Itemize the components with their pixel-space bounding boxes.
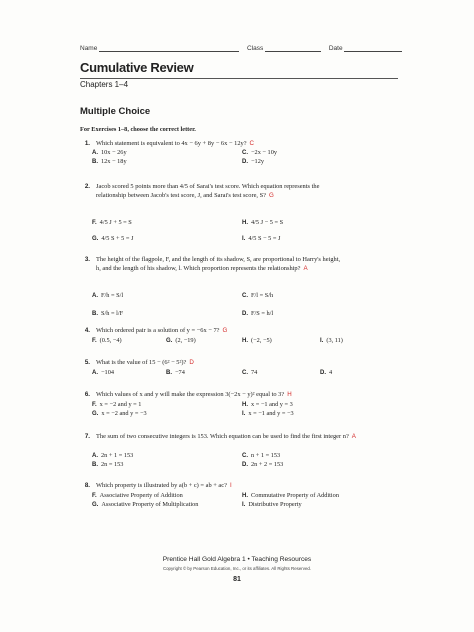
- option: [92, 310, 123, 319]
- question-text: Which statement is equivalent to 4x − 6y + 8y − 6x − 12y? C: [96, 140, 255, 147]
- option-text: 4: [329, 369, 333, 376]
- option-letter: D.: [242, 462, 248, 468]
- option-text: (2, −19): [175, 337, 196, 344]
- option-text: −2x − 10y: [251, 149, 277, 156]
- option-text: Commutative Property of Addition: [251, 492, 339, 499]
- answer-key: I: [229, 482, 232, 489]
- option-text: x = −2 and y = −3: [101, 410, 147, 417]
- option: [92, 235, 133, 244]
- question-text: Which ordered pair is a solution of y = −6x − 7? G: [96, 327, 228, 334]
- question-text: What is the value of 15 − (6² − 5²)? D: [96, 359, 194, 366]
- option-letter: G.: [92, 236, 99, 242]
- page-title: Cumulative Review: [80, 60, 194, 75]
- option-letter: G.: [92, 502, 99, 508]
- option-letter: I.: [242, 236, 246, 242]
- answer-key: A: [303, 264, 308, 272]
- option-letter: D.: [242, 159, 248, 165]
- answer-key: H: [287, 391, 292, 398]
- header-fields: [80, 44, 402, 52]
- option-letter: C.: [242, 453, 248, 459]
- option-letter: D.: [242, 311, 248, 317]
- option-letter: A.: [92, 293, 98, 299]
- option: [242, 235, 280, 244]
- option: [92, 410, 147, 419]
- option: [166, 337, 196, 346]
- title-divider: [80, 78, 398, 79]
- answer-key: D: [189, 359, 194, 366]
- option-text: F/l = S/h: [251, 292, 274, 299]
- option-text: x = −1 and y = −3: [248, 410, 294, 417]
- question-number: 2.: [84, 183, 90, 190]
- question-number: 1.: [84, 140, 90, 147]
- option-text: 4/5 S − 5 = J: [248, 235, 281, 242]
- option-letter: B.: [92, 159, 98, 165]
- question-number: 3.: [84, 256, 90, 263]
- option-letter: F.: [92, 402, 97, 408]
- option: [242, 219, 283, 228]
- option: [242, 452, 280, 461]
- option: [166, 369, 185, 378]
- option: [242, 149, 277, 158]
- question-number: 4.: [84, 327, 90, 334]
- option: [242, 337, 272, 346]
- option: [320, 369, 332, 378]
- question-text: The sum of two consecutive integers is 153. Which equation can be used to find the first integer n? A: [96, 433, 356, 440]
- option: [92, 492, 183, 501]
- option-text: −74: [175, 369, 185, 376]
- option: [242, 461, 283, 470]
- option-text: x = −1 and y = 3: [251, 401, 293, 408]
- instructions: For Exercises 1–8, choose the correct letter.: [80, 126, 196, 133]
- option: [92, 461, 123, 470]
- footer-copyright: Copyright © by Pearson Education, Inc., or its affiliates. All Rights Reserved.: [162, 566, 312, 571]
- option: [92, 149, 127, 158]
- option: [92, 219, 132, 228]
- date-label: Date: [328, 45, 343, 52]
- question-number: 5.: [84, 359, 90, 366]
- option: [242, 158, 264, 167]
- answer-key: G: [269, 191, 274, 199]
- option-text: F/h = S/l: [101, 292, 124, 299]
- option-text: Associative Property of Multiplication: [101, 501, 199, 508]
- option-text: −12y: [251, 158, 264, 165]
- option: [92, 369, 114, 378]
- option: [92, 337, 122, 346]
- option: [92, 501, 198, 510]
- option: [242, 401, 293, 410]
- option-text: Distributive Property: [248, 501, 302, 508]
- option-letter: I.: [242, 502, 246, 508]
- page-subtitle: Chapters 1–4: [80, 80, 129, 89]
- date-blank: [344, 44, 402, 52]
- option-text: x = −2 and y = 1: [99, 401, 142, 408]
- answer-key: C: [249, 140, 255, 147]
- option: [242, 369, 257, 378]
- option-text: 2n = 153: [101, 461, 124, 468]
- option: [92, 292, 123, 301]
- option-letter: G.: [92, 411, 99, 417]
- option: [92, 158, 127, 167]
- question-text: Which values of x and y will make the expression 3(−2x − y)² equal to 3? H: [96, 391, 292, 398]
- footer-title: Prentice Hall Gold Algebra 1 • Teaching Resources: [162, 556, 312, 563]
- option-letter: A.: [92, 370, 98, 376]
- option-letter: F.: [92, 493, 97, 499]
- option: [320, 337, 343, 346]
- answer-key: G: [222, 327, 228, 334]
- option-letter: B.: [92, 462, 98, 468]
- option-letter: G.: [166, 338, 173, 344]
- option-text: (0.5, −4): [99, 337, 122, 344]
- option-text: −104: [101, 369, 114, 376]
- option-text: 2n + 2 = 153: [251, 461, 284, 468]
- question-number: 7.: [84, 433, 90, 440]
- option: [242, 292, 273, 301]
- option-text: F/S = h/l: [251, 310, 274, 317]
- option-letter: H.: [242, 220, 248, 226]
- option-letter: H.: [242, 402, 248, 408]
- option-text: (−2, −5): [251, 337, 272, 344]
- option-text: 4/5 J − 5 = S: [251, 219, 284, 226]
- option: [92, 401, 141, 410]
- page-number: 81: [233, 576, 241, 583]
- option-text: 2n + 1 = 153: [101, 452, 134, 459]
- option-letter: B.: [166, 370, 172, 376]
- option-letter: H.: [242, 493, 248, 499]
- option-letter: C.: [242, 370, 248, 376]
- option-letter: B.: [92, 311, 98, 317]
- option-text: n + 1 = 153: [251, 452, 281, 459]
- question-text: Jacob scored 5 points more than 4/5 of Sarai's test score. Which equation represents the relationship between Jacob's test score, J, and Sarai's test score, S? G: [96, 183, 320, 199]
- option-text: Associative Property of Addition: [99, 492, 183, 499]
- name-blank: [99, 44, 239, 52]
- option-letter: H.: [242, 338, 248, 344]
- option-text: 4/5 J + 5 = S: [99, 219, 132, 226]
- option-letter: A.: [92, 150, 98, 156]
- option-letter: D.: [320, 370, 326, 376]
- option-text: 74: [251, 369, 258, 376]
- option: [242, 501, 302, 510]
- option: [242, 492, 339, 501]
- answer-key: A: [351, 433, 356, 440]
- option: [92, 452, 133, 461]
- question-number: 6.: [84, 391, 90, 398]
- option-text: 4/5 S + 5 = J: [101, 235, 134, 242]
- option-letter: C.: [242, 293, 248, 299]
- class-blank: [265, 44, 321, 52]
- option-letter: A.: [92, 453, 98, 459]
- option-letter: I.: [242, 411, 246, 417]
- option-letter: C.: [242, 150, 248, 156]
- option-letter: F.: [92, 220, 97, 226]
- option: [242, 310, 273, 319]
- option: [242, 410, 294, 419]
- option-text: (3, 11): [326, 337, 343, 344]
- class-label: Class: [246, 45, 264, 52]
- section-heading: Multiple Choice: [80, 106, 151, 117]
- name-label: Name: [80, 45, 98, 52]
- option-letter: I.: [320, 338, 324, 344]
- question-text: The height of the flagpole, F, and the length of its shadow, S, are proportional to Harry's height, h, and the length of his shadow, l. Which proportion represents the relationship? A: [96, 256, 341, 272]
- option-text: 12x − 18y: [101, 158, 127, 165]
- option-letter: F.: [92, 338, 97, 344]
- option-text: 10x − 26y: [101, 149, 127, 156]
- question-number: 8.: [84, 482, 90, 489]
- option-text: S/h = l/F: [101, 310, 124, 317]
- question-text: Which property is illustrated by a(b + c) = ab + ac? I: [96, 482, 232, 489]
